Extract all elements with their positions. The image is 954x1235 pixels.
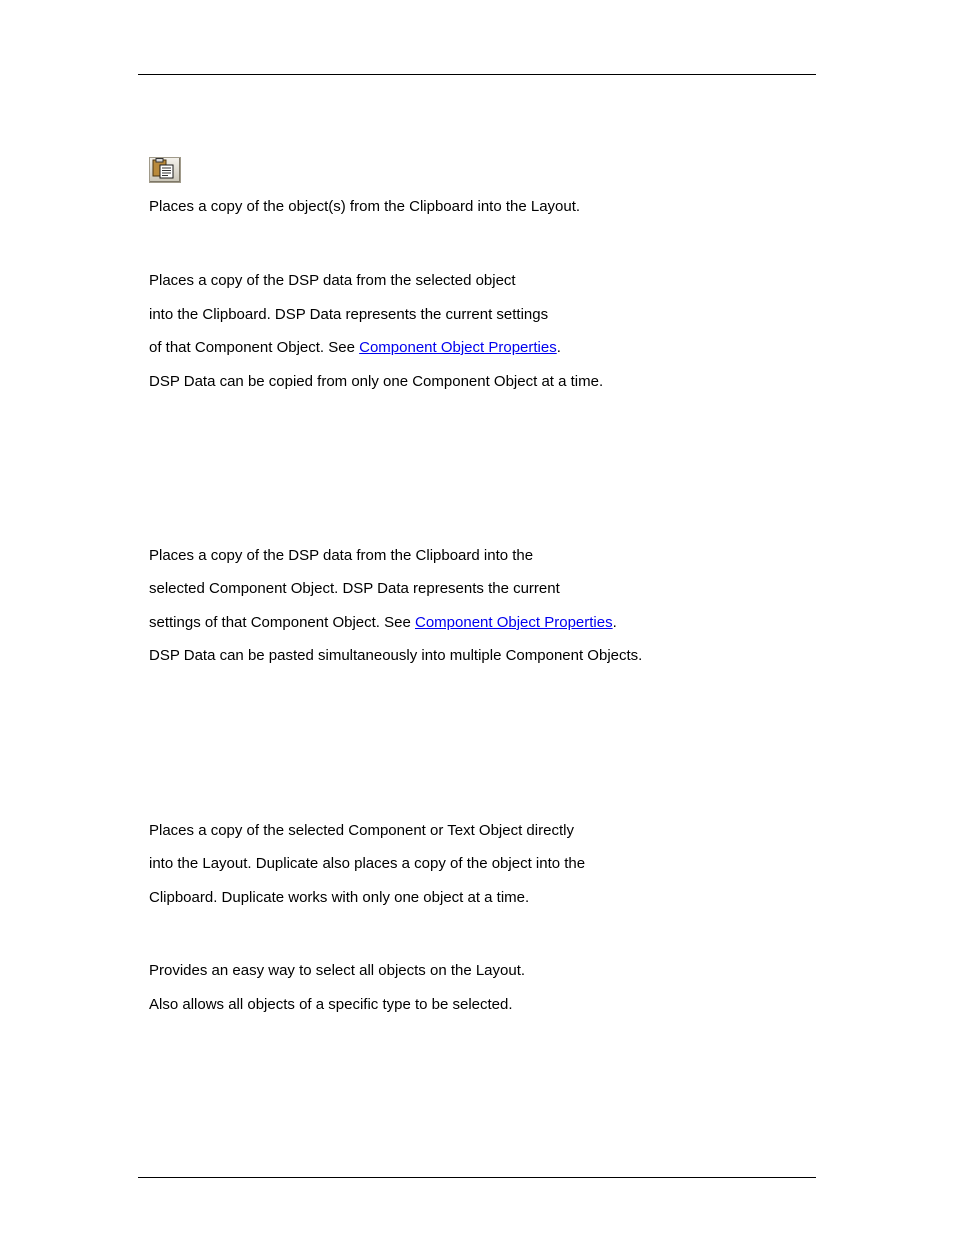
select-all-line-1: Provides an easy way to select all objects on the Layout.: [149, 962, 526, 979]
select-all-line-2: Also allows all objects of a specific type to be selected.: [149, 996, 513, 1013]
copy-dsp-line-4: DSP Data can be copied from only one Component Object at a time.: [149, 373, 604, 390]
paste-dsp-line-4: DSP Data can be pasted simultaneously into multiple Component Objects.: [149, 647, 643, 664]
duplicate-line-2: into the Layout. Duplicate also places a copy of the object into the: [149, 855, 586, 872]
footer-rule: [138, 1177, 816, 1178]
duplicate-line-1: Places a copy of the selected Component or Text Object directly: [149, 822, 574, 839]
duplicate-line-3: Clipboard. Duplicate works with only one object at a time.: [149, 889, 530, 906]
paste-dsp-line-3-prefix: settings of that Component Object. See: [149, 614, 415, 631]
copy-dsp-line-2: into the Clipboard. DSP Data represents the current settings: [149, 306, 549, 323]
paste-icon: [149, 157, 181, 183]
paste-dsp-line-3: [149, 614, 617, 632]
paste-dsp-line-2: selected Component Object. DSP Data represents the current: [149, 580, 560, 597]
paste-description: Places a copy of the object(s) from the Clipboard into the Layout.: [149, 198, 581, 215]
copy-dsp-line-3-suffix: .: [556, 339, 561, 356]
paste-dsp-line-1: Places a copy of the DSP data from the Clipboard into the: [149, 547, 534, 564]
copy-dsp-line-3: [149, 339, 561, 357]
copy-dsp-line-3-prefix: of that Component Object. See: [149, 339, 360, 356]
component-object-properties-link[interactable]: Component Object Properties: [415, 614, 613, 631]
paste-dsp-line-3-suffix: .: [612, 614, 617, 631]
header-rule: [138, 74, 816, 75]
copy-dsp-line-1: Places a copy of the DSP data from the selected object: [149, 272, 516, 289]
component-object-properties-link[interactable]: Component Object Properties: [359, 339, 557, 356]
